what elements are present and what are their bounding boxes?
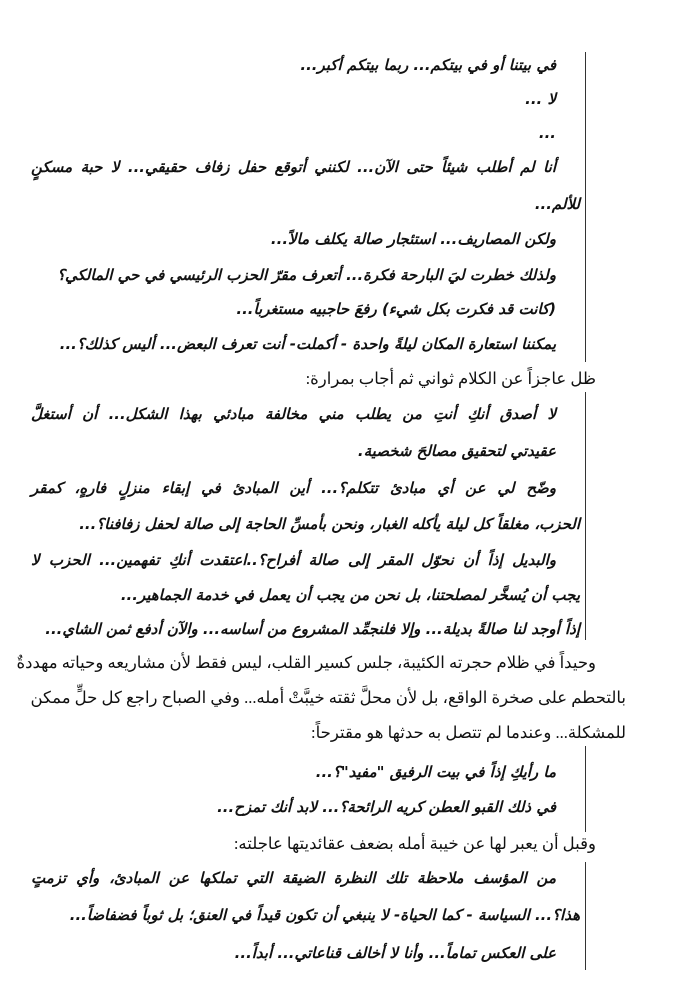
dialogue-line: أنا لم أطلب شيئاً حتى الآن... لكنني أتوقع حفل زفاف حقيقي... لا حبة مسكنٍ — [31, 158, 556, 176]
dialogue-line: (كانت قد فكرت بكل شيء) رفعَ حاجبيه مستغرباً... — [236, 300, 556, 318]
narration-line: وحيداً في ظلام حجرته الكئيبة، جلس كسير القلب، ليس فقط لأن مشاريعه وحياته مهددةٌ — [16, 653, 596, 672]
dialogue-line: والبديل إذاً أن نحوّل المقر إلى صالة أفراح؟..اعتقدت أنكِ تفهمين... الحزب لا — [31, 551, 556, 569]
dialogue-line: في ذلك القبو العطن كريه الرائحة؟... لابد أنك تمزح... — [217, 798, 556, 816]
dialogue-rule-1 — [585, 52, 586, 362]
narration-line: بالتحطم على صخرة الواقع، بل لأن محلَّ ثقته خيبَّتْ أمله... وفي الصباح راجع كل حلٍّ ممكن — [30, 688, 626, 707]
dialogue-rule-4 — [585, 862, 586, 970]
dialogue-rule-2 — [585, 392, 586, 640]
dialogue-line: ما رأيكِ إذاً في بيت الرفيق "مفيد"؟... — [315, 763, 556, 781]
dialogue-line: يمكننا استعارة المكان ليلةً واحدة - أكملت- أنت تعرف البعض... أليس كذلك؟... — [59, 335, 556, 353]
dialogue-line: لا أصدق أنكِ أنتِ من يطلب مني مخالفة مبادئي بهذا الشكل... أن أستغلَّ — [31, 405, 556, 423]
dialogue-line: على العكس تماماً... وأنا لا أخالف قناعاتي... أبداً... — [234, 944, 556, 962]
dialogue-line: هذا؟... السياسة - كما الحياة- لا ينبغي أن تكون قيداً في العنق؛ بل ثوباً فضفاضاً... — [69, 906, 580, 924]
narration-line: ظل عاجزاً عن الكلام ثواني ثم أجاب بمرارة: — [305, 369, 596, 388]
dialogue-line: وضّح لي عن أي مبادئ تتكلم؟... أين المبادئ في إبقاء منزلٍ فارهٍ، كمقر — [31, 479, 556, 497]
narration-line: وقبل أن يعبر لها عن خيبة أمله بضعف عقائديتها عاجلته: — [233, 834, 596, 853]
dialogue-line: في بيتنا أو في بيتكم... ربما بيتكم أكبر... — [300, 56, 556, 74]
dialogue-line: ولكن المصاريف... استئجار صالة يكلف مالاً... — [270, 230, 556, 248]
dialogue-line: ... — [538, 124, 556, 142]
dialogue-rule-3 — [585, 746, 586, 832]
dialogue-line: من المؤسف ملاحظة تلك النظرة الضيقة التي تملكها عن المبادئ، وأي تزمتٍ — [31, 869, 556, 887]
dialogue-line: لا ... — [525, 90, 556, 108]
dialogue-line: عقيدتي لتحقيق مصالحَ شخصية. — [357, 442, 556, 460]
dialogue-line: للألم... — [534, 195, 580, 213]
narration-line: للمشكلة... وعندما لم تتصل به حدثها هو مقترحاً: — [311, 723, 626, 742]
dialogue-line: يجب أن يُسخَّر لمصلحتنا، بل نحن من يجب أن يعمل في خدمة الجماهير... — [120, 586, 580, 604]
dialogue-line: إذاً أوجد لنا صالةً بديلة... وإلا فلنجمِّد المشروع من أساسه... والآن أدفع ثمن الشاي... — [45, 620, 580, 638]
dialogue-line: ولذلك خطرت ليَ البارحة فكرة... أتعرف مقرّ الحزب الرئيسي في حي المالكي؟ — [57, 266, 556, 284]
dialogue-line: الحزب، مغلقاً كل ليلة يأكله الغبار، ونحن بأمسِّ الحاجة إلى صالة لحفل زفافنا؟... — [79, 515, 580, 533]
